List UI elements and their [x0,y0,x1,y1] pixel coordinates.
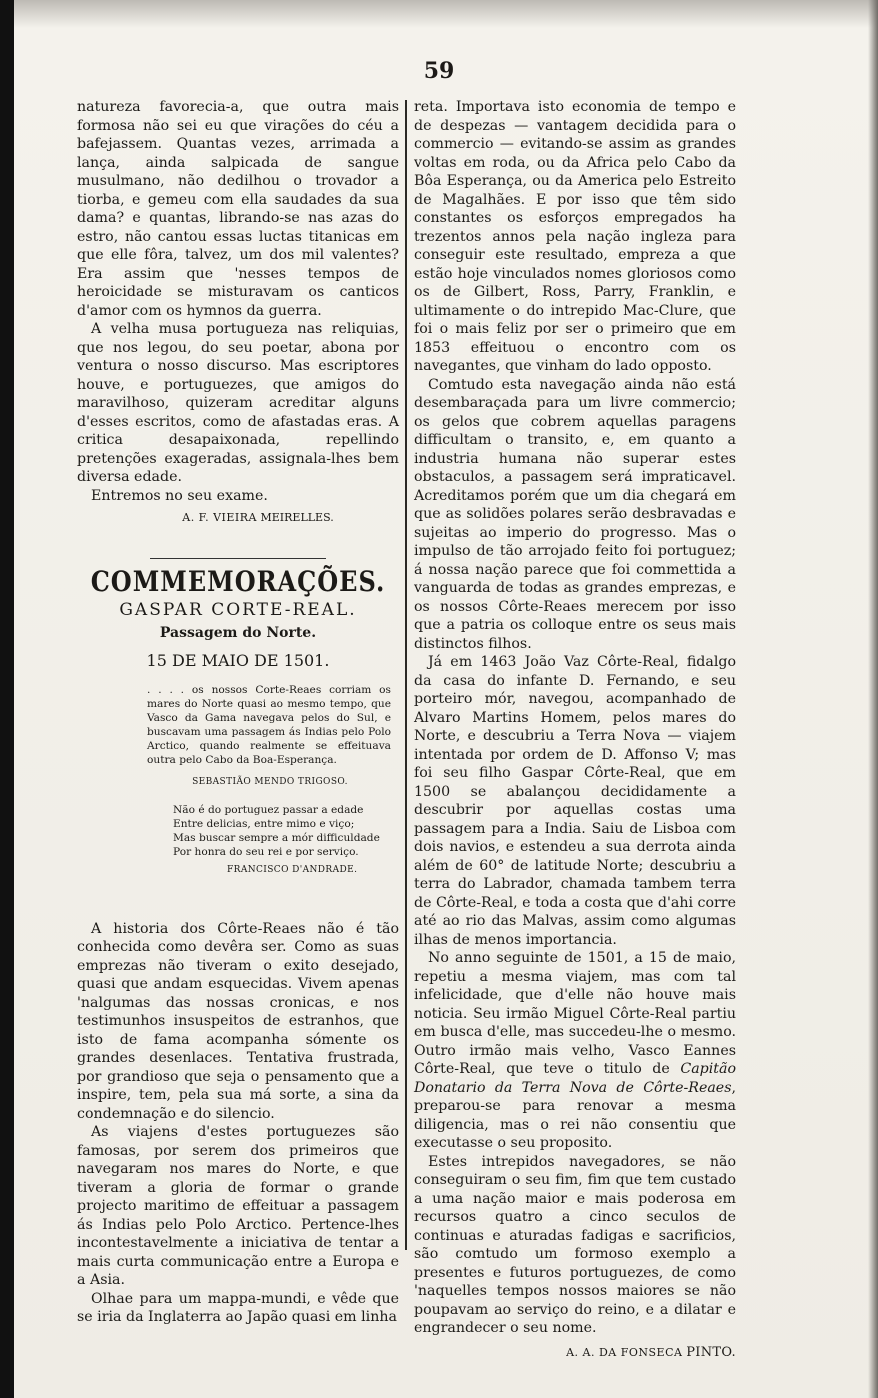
page-number: 59 [423,58,455,84]
paragraph-text: , preparou-se para renovar a mesma diligencia, mas o rei não consentiu que executasse o seu proposito. [414,1079,736,1151]
column-divider [405,100,407,1250]
signature-name: MEIRELLES. [260,511,334,524]
right-column [414,98,736,1362]
paragraph [414,949,736,1153]
paragraph: Comtudo esta navegação ainda não está desembaraçada para um livre commercio; os gelos que cobrem aquellas paragens difficultam o transito, e, em quanto a industria humana não superar estes obstaculos, a passagem será impraticavel. Acreditamos porém que um dia chegará em que as solidões polares serão desbravadas e sujeitas ao imperio do progresso. Mas o impulso de tão arrojado feito foi portuguez; á nossa nação parece que foi commettida a vanguarda de todas as grandes emprezas, e os nossos Côrte-Reaes merecem por isso que a patria os colloque entre os seus mais distinctos filhos. [414,376,736,652]
paragraph: A historia dos Côrte-Reaes não é tão conhecida como devêra ser. Como as suas emprezas não tiveram o exito desejado, quasi que andam esquecidas. Vivem apenas 'nalgumas das nossas cronicas, e nos testimunhos insuspeitos de estranhos, que isto de fama acompanha sómente os grandes desenlaces. Tentativa frustrada, por grandioso que seja o pensamento que a inspire, tem, pela sua má sorte, a sina da condemnação e do silencio. [77,920,399,1122]
article-signature [414,1344,736,1363]
left-column [77,98,399,1327]
paragraph-text: No anno seguinte de 1501, a 15 de maio, repetiu a mesma viajem, mas com tal infelicidade, que d'elle não houve mais noticia. Seu irmão Miguel Côrte-Real partiu em busca d'elle, mas succedeu-lhe o mesmo. Outro irmão mais velho, Vasco Eannes Côrte-Real, que teve o titulo de [414,950,736,1077]
signature-name: PINTO. [686,1344,736,1360]
signature-initials: A. F. VIEIRA [182,511,257,524]
epigraph-attribution: SEBASTIÃO MENDO TRIGOSO. [192,776,348,787]
paragraph: reta. Importava isto economia de tempo e de despezas — vantagem decidida para o commercio — evitando-se assim as grandes voltas em roda, ou da Africa pelo Cabo da Bôa Esperança, ou da America pelo Estreito de Magalhães. E por isso que têm sido constantes os esforços empregados ha trezentos annos pela nação ingleza para conseguir este resultado, empreza a que estão hoje vinculados nomes gloriosos como os de Gilbert, Ross, Parry, Franklin, e ultimamente o do intrepido Mac-Clure, que foi o mais feliz por ser o primeiro que em 1853 effeituou o encontro com os navegantes, que vinham do lado opposto. [414,99,736,374]
scan-shadow-top [0,0,878,28]
paragraph: Olhae para um mappa-mundi, e vêde que se iria da Inglaterra ao Japão quasi em linha [77,1290,399,1325]
article-signature [117,509,399,528]
paragraph: As viajens d'estes portuguezes são famosas, por serem dos primeiros que navegaram nos mares do Norte, e que tiveram a gloria de formar o grande projecto maritimo de effeituar a passagem ás Indias pelo Polo Arctico. Pertence-lhes incontestavelmente a iniciativa de tentar a mais curta communicação entre a Europa e a Asia. [77,1124,399,1288]
article-subtitle: Passagem do Norte. [159,624,317,641]
epigraph-quote: . . . . os nossos Corte-Reaes corriam os mares do Norte quasi ao mesmo tempo, que Vasco da Gama navegava pelos do Sul, e buscavam uma passagem ás Indias pelo Polo Arctico, quando realmente se effeituava outra pelo Cabo da Boa-Esperança. [147,683,391,766]
verse-attribution: FRANCISCO D'ANDRADE. [227,865,358,875]
scan-border-right [868,0,878,1398]
scan-border-left [0,0,14,1398]
paragraph: natureza favorecia-a, que outra mais formosa não sei eu que virações do céu a bafejassem. Quantas vezes, arrimada a lança, ainda salpicada de sangue musulmano, não dedilhou o trovador a tiorba, e gemeu com ella saudades da sua dama? e quantas, librando-se nas azas do estro, não cantou essas luctas titanicas em que elle fôra, talvez, um dos mil valentes? Era assim que 'nesses tempos de heroicidade se misturavam os canticos d'amor com os hymnos da guerra. [77,99,399,319]
article-date: 15 DE MAIO DE 1501. [146,651,330,670]
verse-line: Não é do portuguez passar a edade [173,804,364,816]
verse-line: Por honra do seu rei e por serviço. [173,846,359,858]
article-title: GASPAR CORTE-REAL. [119,600,357,620]
paragraph: Entremos no seu exame. [91,487,268,504]
section-heading: COMMEMORAÇÕES. [90,564,386,598]
paragraph: A velha musa portugueza nas reliquias, que nos legou, do seu poetar, abona por ventura o nosso discurso. Mas escriptores houve, e portuguezes, que amigos do maravilhoso, quizeram acreditar alguns d'esses escritos, como de afastadas eras. A critica desapaixonada, repellindo pretenções exageradas, assignala-lhes bem diversa edade. [77,321,399,485]
signature-initials: A. A. DA FONSECA [566,1345,683,1359]
epigraph-verse [173,803,399,859]
verse-line: Mas buscar sempre a mór difficuldade [173,832,380,844]
section-divider [150,558,326,559]
italic-title: Capitão Donatario da Terra Nova de Côrte-Reaes [414,1061,736,1096]
paragraph: Estes intrepidos navegadores, se não conseguiram o seu fim, fim que tem custado a uma nação maior e mais poderosa em recursos quatro a cinco seculos de continuas e aturadas fadigas e sacrificios, são comtudo um formoso exemplo a presentes e futuros portuguezes, de como 'naquelles tempos nossos maiores se não poupavam ao serviço do reino, e a dilatar e engrandecer o seu nome. [414,1153,736,1336]
paragraph: Já em 1463 João Vaz Côrte-Real, fidalgo da casa do infante D. Fernando, e seu porteiro mór, navegou, acompanhado de Alvaro Martins Homem, pelos mares do Norte, e descubriu a Terra Nova — viajem intentada por ordem de D. Affonso V; mas foi seu filho Gaspar Côrte-Real, que em 1500 se abalançou decididamente a descubrir por aquellas costas uma passagem para a India. Saiu de Lisboa com dois navios, e estendeu a sua derrota ainda além de 60° de latitude Norte; descubriu a terra do Labrador, chamada tambem terra de Côrte-Real, e toda a costa que d'ahi corre até ao rio das Malvas, assim como algumas ilhas de menos importancia. [414,654,736,948]
verse-line: Entre delicias, entre mimo e viço; [173,818,355,830]
